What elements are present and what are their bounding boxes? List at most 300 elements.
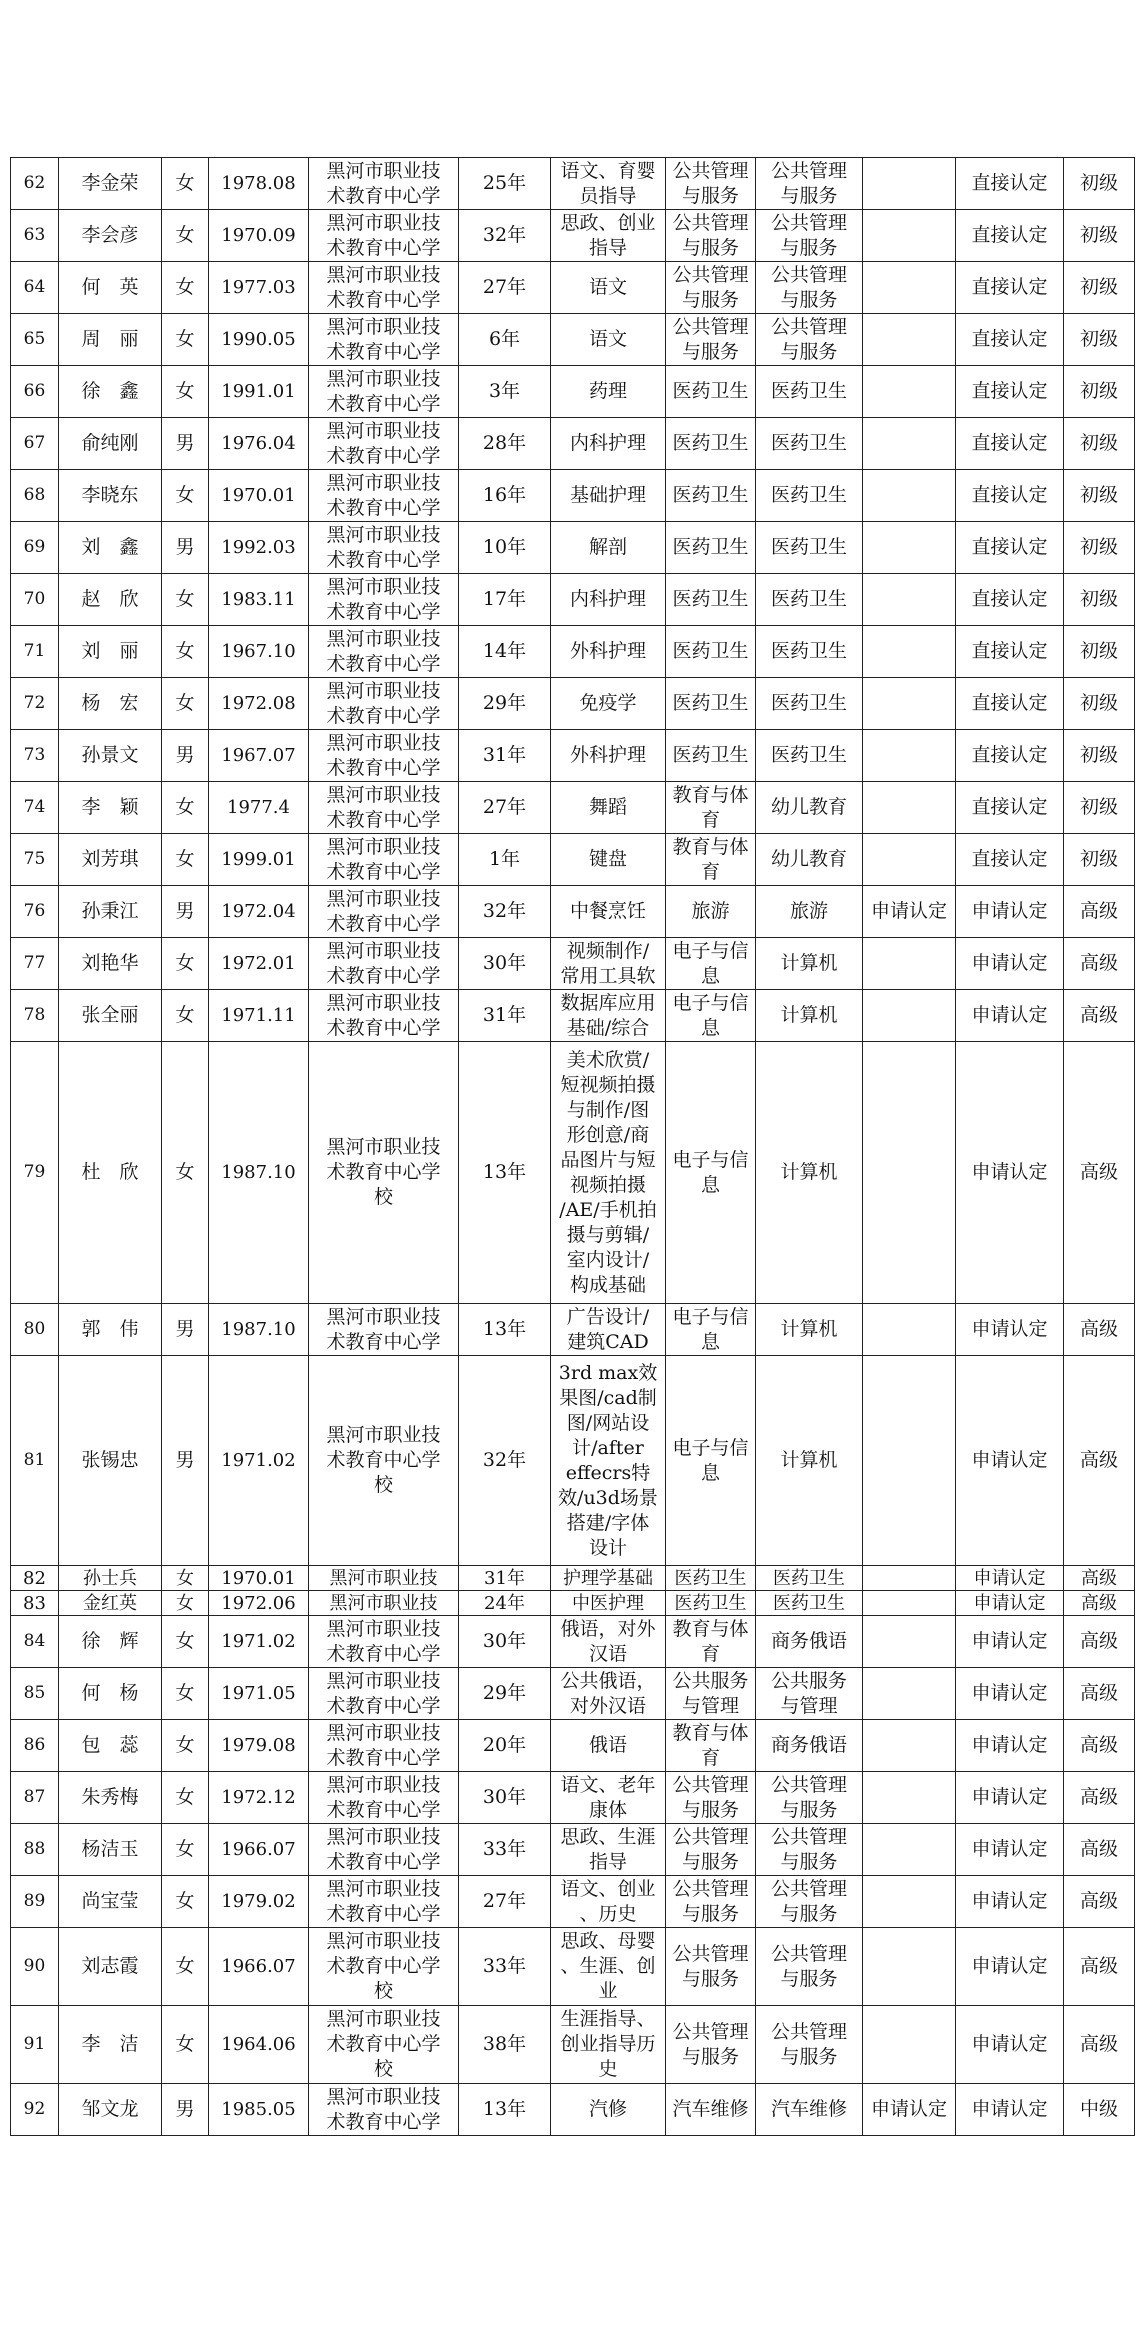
subject-cell: 护理学基础	[551, 1566, 666, 1591]
certification-method-cell: 申请认定	[956, 886, 1064, 938]
gender-cell: 女	[162, 366, 209, 418]
subject-cell: 语文、育婴 员指导	[551, 158, 666, 210]
birth-date-cell: 1992.03	[209, 522, 309, 574]
level-cell: 初级	[1064, 730, 1135, 782]
certification-method-cell: 直接认定	[956, 418, 1064, 470]
table-row	[11, 1928, 1135, 2006]
subject-cell: 中医护理	[551, 1591, 666, 1616]
major-cell: 医药卫生	[756, 1566, 863, 1591]
birth-date-cell: 1972.04	[209, 886, 309, 938]
name-cell: 孙士兵	[59, 1566, 162, 1591]
name-cell: 何 杨	[59, 1668, 162, 1720]
birth-date-cell: 1972.06	[209, 1591, 309, 1616]
subject-cell: 中餐烹饪	[551, 886, 666, 938]
major-cell: 公共管理 与服务	[756, 314, 863, 366]
subject-cell: 3rd max效 果图/cad制 图/网站设 计/after effecrs特 效/u3d场景 搭建/字体 设计	[551, 1356, 666, 1566]
level-cell: 高级	[1064, 1720, 1135, 1772]
level-cell: 高级	[1064, 1928, 1135, 2006]
subject-cell: 内科护理	[551, 418, 666, 470]
name-cell: 邹文龙	[59, 2084, 162, 2136]
certification-method-cell: 直接认定	[956, 314, 1064, 366]
birth-date-cell: 1971.11	[209, 990, 309, 1042]
subject-cell: 广告设计/ 建筑CAD	[551, 1304, 666, 1356]
certification-method-cell: 申请认定	[956, 1824, 1064, 1876]
major-cell: 计算机	[756, 1042, 863, 1304]
category-cell: 公共管理 与服务	[666, 1824, 756, 1876]
birth-date-cell: 1966.07	[209, 1824, 309, 1876]
teaching-years-cell: 13年	[459, 1304, 551, 1356]
category-cell: 医药卫生	[666, 730, 756, 782]
birth-date-cell: 1967.07	[209, 730, 309, 782]
application-cell	[863, 1304, 956, 1356]
birth-date-cell: 1987.10	[209, 1042, 309, 1304]
teaching-years-cell: 28年	[459, 418, 551, 470]
birth-date-cell: 1977.4	[209, 782, 309, 834]
school-cell: 黑河市职业技 术教育中心学	[309, 1772, 459, 1824]
birth-date-cell: 1972.01	[209, 938, 309, 990]
level-cell: 高级	[1064, 1042, 1135, 1304]
row-number: 91	[11, 2006, 59, 2084]
teacher-list-page	[10, 157, 1134, 2136]
teaching-years-cell: 30年	[459, 1616, 551, 1668]
major-cell: 公共管理 与服务	[756, 262, 863, 314]
application-cell	[863, 418, 956, 470]
gender-cell: 女	[162, 1876, 209, 1928]
level-cell: 初级	[1064, 366, 1135, 418]
application-cell	[863, 990, 956, 1042]
certification-method-cell: 申请认定	[956, 1591, 1064, 1616]
subject-cell: 内科护理	[551, 574, 666, 626]
major-cell: 旅游	[756, 886, 863, 938]
application-cell	[863, 574, 956, 626]
category-cell: 公共管理 与服务	[666, 158, 756, 210]
subject-cell: 思政、生涯 指导	[551, 1824, 666, 1876]
birth-date-cell: 1967.10	[209, 626, 309, 678]
row-number: 73	[11, 730, 59, 782]
certification-method-cell: 申请认定	[956, 1772, 1064, 1824]
table-row	[11, 262, 1135, 314]
school-cell: 黑河市职业技 术教育中心学 校	[309, 2006, 459, 2084]
row-number: 66	[11, 366, 59, 418]
birth-date-cell: 1970.01	[209, 470, 309, 522]
table-row	[11, 1876, 1135, 1928]
table-row	[11, 886, 1135, 938]
category-cell: 电子与信 息	[666, 938, 756, 990]
level-cell: 中级	[1064, 2084, 1135, 2136]
row-number: 62	[11, 158, 59, 210]
major-cell: 计算机	[756, 938, 863, 990]
gender-cell: 女	[162, 262, 209, 314]
application-cell	[863, 1566, 956, 1591]
application-cell	[863, 314, 956, 366]
teaching-years-cell: 13年	[459, 2084, 551, 2136]
gender-cell: 女	[162, 626, 209, 678]
row-number: 70	[11, 574, 59, 626]
teaching-years-cell: 27年	[459, 782, 551, 834]
subject-cell: 语文、老年 康体	[551, 1772, 666, 1824]
gender-cell: 女	[162, 1616, 209, 1668]
table-row	[11, 1616, 1135, 1668]
subject-cell: 俄语，对外 汉语	[551, 1616, 666, 1668]
row-number: 80	[11, 1304, 59, 1356]
teaching-years-cell: 16年	[459, 470, 551, 522]
level-cell: 高级	[1064, 990, 1135, 1042]
school-cell: 黑河市职业技 术教育中心学	[309, 522, 459, 574]
name-cell: 孙景文	[59, 730, 162, 782]
name-cell: 李 颖	[59, 782, 162, 834]
certification-method-cell: 申请认定	[956, 2084, 1064, 2136]
row-number: 63	[11, 210, 59, 262]
name-cell: 周 丽	[59, 314, 162, 366]
school-cell: 黑河市职业技 术教育中心学	[309, 782, 459, 834]
gender-cell: 男	[162, 730, 209, 782]
school-cell: 黑河市职业技 术教育中心学	[309, 886, 459, 938]
certification-method-cell: 直接认定	[956, 782, 1064, 834]
school-cell: 黑河市职业技 术教育中心学	[309, 314, 459, 366]
birth-date-cell: 1991.01	[209, 366, 309, 418]
gender-cell: 女	[162, 1566, 209, 1591]
row-number: 79	[11, 1042, 59, 1304]
application-cell	[863, 210, 956, 262]
application-cell	[863, 2006, 956, 2084]
name-cell: 郭 伟	[59, 1304, 162, 1356]
school-cell: 黑河市职业技 术教育中心学	[309, 262, 459, 314]
certification-method-cell: 申请认定	[956, 1720, 1064, 1772]
certification-method-cell: 直接认定	[956, 730, 1064, 782]
name-cell: 何 英	[59, 262, 162, 314]
category-cell: 公共管理 与服务	[666, 1876, 756, 1928]
name-cell: 张全丽	[59, 990, 162, 1042]
category-cell: 医药卫生	[666, 1591, 756, 1616]
level-cell: 高级	[1064, 1824, 1135, 1876]
major-cell: 公共服务 与管理	[756, 1668, 863, 1720]
certification-method-cell: 申请认定	[956, 1876, 1064, 1928]
name-cell: 李晓东	[59, 470, 162, 522]
major-cell: 公共管理 与服务	[756, 1876, 863, 1928]
level-cell: 高级	[1064, 1616, 1135, 1668]
subject-cell: 俄语	[551, 1720, 666, 1772]
certification-method-cell: 直接认定	[956, 366, 1064, 418]
teaching-years-cell: 31年	[459, 990, 551, 1042]
table-row	[11, 158, 1135, 210]
category-cell: 医药卫生	[666, 470, 756, 522]
birth-date-cell: 1964.06	[209, 2006, 309, 2084]
subject-cell: 公共俄语， 对外汉语	[551, 1668, 666, 1720]
certification-method-cell: 申请认定	[956, 1304, 1064, 1356]
application-cell	[863, 1668, 956, 1720]
table-row	[11, 782, 1135, 834]
level-cell: 高级	[1064, 1772, 1135, 1824]
gender-cell: 女	[162, 1824, 209, 1876]
major-cell: 幼儿教育	[756, 834, 863, 886]
application-cell	[863, 1042, 956, 1304]
row-number: 71	[11, 626, 59, 678]
name-cell: 徐 鑫	[59, 366, 162, 418]
application-cell	[863, 1876, 956, 1928]
level-cell: 初级	[1064, 262, 1135, 314]
level-cell: 初级	[1064, 418, 1135, 470]
gender-cell: 男	[162, 418, 209, 470]
gender-cell: 女	[162, 314, 209, 366]
subject-cell: 思政、创业 指导	[551, 210, 666, 262]
teaching-years-cell: 6年	[459, 314, 551, 366]
row-number: 81	[11, 1356, 59, 1566]
birth-date-cell: 1987.10	[209, 1304, 309, 1356]
row-number: 87	[11, 1772, 59, 1824]
application-cell	[863, 782, 956, 834]
application-cell	[863, 1616, 956, 1668]
teaching-years-cell: 29年	[459, 1668, 551, 1720]
teaching-years-cell: 17年	[459, 574, 551, 626]
level-cell: 初级	[1064, 834, 1135, 886]
application-cell	[863, 158, 956, 210]
school-cell: 黑河市职业技 术教育中心学	[309, 210, 459, 262]
subject-cell: 生涯指导、 创业指导历 史	[551, 2006, 666, 2084]
gender-cell: 女	[162, 990, 209, 1042]
category-cell: 旅游	[666, 886, 756, 938]
name-cell: 赵 欣	[59, 574, 162, 626]
teaching-years-cell: 32年	[459, 886, 551, 938]
category-cell: 医药卫生	[666, 574, 756, 626]
name-cell: 金红英	[59, 1591, 162, 1616]
major-cell: 医药卫生	[756, 366, 863, 418]
major-cell: 公共管理 与服务	[756, 1928, 863, 2006]
birth-date-cell: 1990.05	[209, 314, 309, 366]
teaching-years-cell: 27年	[459, 1876, 551, 1928]
table-row	[11, 2084, 1135, 2136]
application-cell	[863, 1356, 956, 1566]
table-row	[11, 470, 1135, 522]
gender-cell: 女	[162, 210, 209, 262]
subject-cell: 语文	[551, 262, 666, 314]
subject-cell: 免疫学	[551, 678, 666, 730]
school-cell: 黑河市职业技	[309, 1566, 459, 1591]
gender-cell: 女	[162, 2006, 209, 2084]
table-row	[11, 314, 1135, 366]
school-cell: 黑河市职业技 术教育中心学	[309, 158, 459, 210]
level-cell: 初级	[1064, 574, 1135, 626]
major-cell: 汽车维修	[756, 2084, 863, 2136]
row-number: 82	[11, 1566, 59, 1591]
row-number: 74	[11, 782, 59, 834]
teaching-years-cell: 3年	[459, 366, 551, 418]
subject-cell: 解剖	[551, 522, 666, 574]
birth-date-cell: 1999.01	[209, 834, 309, 886]
gender-cell: 男	[162, 886, 209, 938]
major-cell: 商务俄语	[756, 1720, 863, 1772]
gender-cell: 女	[162, 470, 209, 522]
name-cell: 李 洁	[59, 2006, 162, 2084]
major-cell: 医药卫生	[756, 418, 863, 470]
name-cell: 杨 宏	[59, 678, 162, 730]
school-cell: 黑河市职业技 术教育中心学	[309, 574, 459, 626]
teaching-years-cell: 1年	[459, 834, 551, 886]
application-cell	[863, 1824, 956, 1876]
certification-method-cell: 申请认定	[956, 1566, 1064, 1591]
teaching-years-cell: 32年	[459, 1356, 551, 1566]
category-cell: 医药卫生	[666, 678, 756, 730]
table-row	[11, 990, 1135, 1042]
name-cell: 刘 鑫	[59, 522, 162, 574]
birth-date-cell: 1971.02	[209, 1616, 309, 1668]
row-number: 76	[11, 886, 59, 938]
row-number: 92	[11, 2084, 59, 2136]
table-row	[11, 834, 1135, 886]
teaching-years-cell: 38年	[459, 2006, 551, 2084]
birth-date-cell: 1971.02	[209, 1356, 309, 1566]
application-cell	[863, 1928, 956, 2006]
teaching-years-cell: 30年	[459, 1772, 551, 1824]
row-number: 67	[11, 418, 59, 470]
major-cell: 计算机	[756, 990, 863, 1042]
table-row	[11, 1304, 1135, 1356]
name-cell: 杜 欣	[59, 1042, 162, 1304]
name-cell: 刘志霞	[59, 1928, 162, 2006]
category-cell: 汽车维修	[666, 2084, 756, 2136]
school-cell: 黑河市职业技 术教育中心学	[309, 938, 459, 990]
gender-cell: 女	[162, 678, 209, 730]
gender-cell: 女	[162, 834, 209, 886]
level-cell: 高级	[1064, 886, 1135, 938]
subject-cell: 汽修	[551, 2084, 666, 2136]
certification-method-cell: 申请认定	[956, 1042, 1064, 1304]
teaching-years-cell: 32年	[459, 210, 551, 262]
teaching-years-cell: 10年	[459, 522, 551, 574]
row-number: 64	[11, 262, 59, 314]
name-cell: 刘 丽	[59, 626, 162, 678]
birth-date-cell: 1971.05	[209, 1668, 309, 1720]
application-cell	[863, 834, 956, 886]
gender-cell: 女	[162, 1928, 209, 2006]
birth-date-cell: 1976.04	[209, 418, 309, 470]
level-cell: 高级	[1064, 2006, 1135, 2084]
school-cell: 黑河市职业技 术教育中心学	[309, 2084, 459, 2136]
level-cell: 高级	[1064, 938, 1135, 990]
level-cell: 初级	[1064, 678, 1135, 730]
category-cell: 公共服务 与管理	[666, 1668, 756, 1720]
birth-date-cell: 1983.11	[209, 574, 309, 626]
teaching-years-cell: 24年	[459, 1591, 551, 1616]
major-cell: 医药卫生	[756, 626, 863, 678]
certification-method-cell: 申请认定	[956, 938, 1064, 990]
gender-cell: 女	[162, 782, 209, 834]
name-cell: 徐 辉	[59, 1616, 162, 1668]
birth-date-cell: 1985.05	[209, 2084, 309, 2136]
name-cell: 李会彦	[59, 210, 162, 262]
application-cell	[863, 938, 956, 990]
subject-cell: 舞蹈	[551, 782, 666, 834]
certification-method-cell: 直接认定	[956, 574, 1064, 626]
gender-cell: 女	[162, 938, 209, 990]
name-cell: 张锡忠	[59, 1356, 162, 1566]
category-cell: 电子与信 息	[666, 1304, 756, 1356]
name-cell: 杨洁玉	[59, 1824, 162, 1876]
name-cell: 孙秉江	[59, 886, 162, 938]
table-row	[11, 1356, 1135, 1566]
application-cell	[863, 470, 956, 522]
row-number: 86	[11, 1720, 59, 1772]
name-cell: 朱秀梅	[59, 1772, 162, 1824]
certification-method-cell: 申请认定	[956, 2006, 1064, 2084]
teaching-years-cell: 25年	[459, 158, 551, 210]
school-cell: 黑河市职业技 术教育中心学	[309, 1876, 459, 1928]
gender-cell: 男	[162, 1356, 209, 1566]
category-cell: 医药卫生	[666, 366, 756, 418]
table-row	[11, 1720, 1135, 1772]
major-cell: 医药卫生	[756, 574, 863, 626]
level-cell: 高级	[1064, 1566, 1135, 1591]
table-body	[11, 158, 1135, 2136]
level-cell: 初级	[1064, 522, 1135, 574]
school-cell: 黑河市职业技 术教育中心学	[309, 626, 459, 678]
teaching-years-cell: 33年	[459, 1928, 551, 2006]
certification-method-cell: 直接认定	[956, 470, 1064, 522]
school-cell: 黑河市职业技 术教育中心学	[309, 418, 459, 470]
certification-method-cell: 直接认定	[956, 678, 1064, 730]
application-cell	[863, 678, 956, 730]
certification-method-cell: 直接认定	[956, 158, 1064, 210]
row-number: 89	[11, 1876, 59, 1928]
subject-cell: 外科护理	[551, 626, 666, 678]
row-number: 75	[11, 834, 59, 886]
gender-cell: 女	[162, 1720, 209, 1772]
category-cell: 教育与体 育	[666, 834, 756, 886]
name-cell: 刘艳华	[59, 938, 162, 990]
major-cell: 计算机	[756, 1356, 863, 1566]
table-row	[11, 1772, 1135, 1824]
table-row	[11, 1668, 1135, 1720]
level-cell: 高级	[1064, 1668, 1135, 1720]
gender-cell: 女	[162, 1591, 209, 1616]
table-row	[11, 574, 1135, 626]
teaching-years-cell: 31年	[459, 1566, 551, 1591]
gender-cell: 男	[162, 522, 209, 574]
subject-cell: 视频制作/ 常用工具软	[551, 938, 666, 990]
row-number: 90	[11, 1928, 59, 2006]
application-cell	[863, 366, 956, 418]
category-cell: 电子与信 息	[666, 990, 756, 1042]
certification-method-cell: 申请认定	[956, 1928, 1064, 2006]
application-cell	[863, 522, 956, 574]
row-number: 83	[11, 1591, 59, 1616]
row-number: 78	[11, 990, 59, 1042]
major-cell: 公共管理 与服务	[756, 1824, 863, 1876]
level-cell: 高级	[1064, 1591, 1135, 1616]
gender-cell: 女	[162, 1042, 209, 1304]
subject-cell: 外科护理	[551, 730, 666, 782]
name-cell: 刘芳琪	[59, 834, 162, 886]
teaching-years-cell: 30年	[459, 938, 551, 990]
row-number: 85	[11, 1668, 59, 1720]
birth-date-cell: 1972.12	[209, 1772, 309, 1824]
teaching-years-cell: 31年	[459, 730, 551, 782]
level-cell: 初级	[1064, 626, 1135, 678]
level-cell: 高级	[1064, 1876, 1135, 1928]
certification-method-cell: 申请认定	[956, 1616, 1064, 1668]
gender-cell: 女	[162, 158, 209, 210]
category-cell: 公共管理 与服务	[666, 210, 756, 262]
certification-method-cell: 申请认定	[956, 1356, 1064, 1566]
subject-cell: 药理	[551, 366, 666, 418]
school-cell: 黑河市职业技 术教育中心学	[309, 834, 459, 886]
table-row	[11, 1042, 1135, 1304]
category-cell: 教育与体 育	[666, 1720, 756, 1772]
gender-cell: 男	[162, 1304, 209, 1356]
school-cell: 黑河市职业技 术教育中心学	[309, 470, 459, 522]
table-row	[11, 730, 1135, 782]
major-cell: 商务俄语	[756, 1616, 863, 1668]
major-cell: 公共管理 与服务	[756, 2006, 863, 2084]
